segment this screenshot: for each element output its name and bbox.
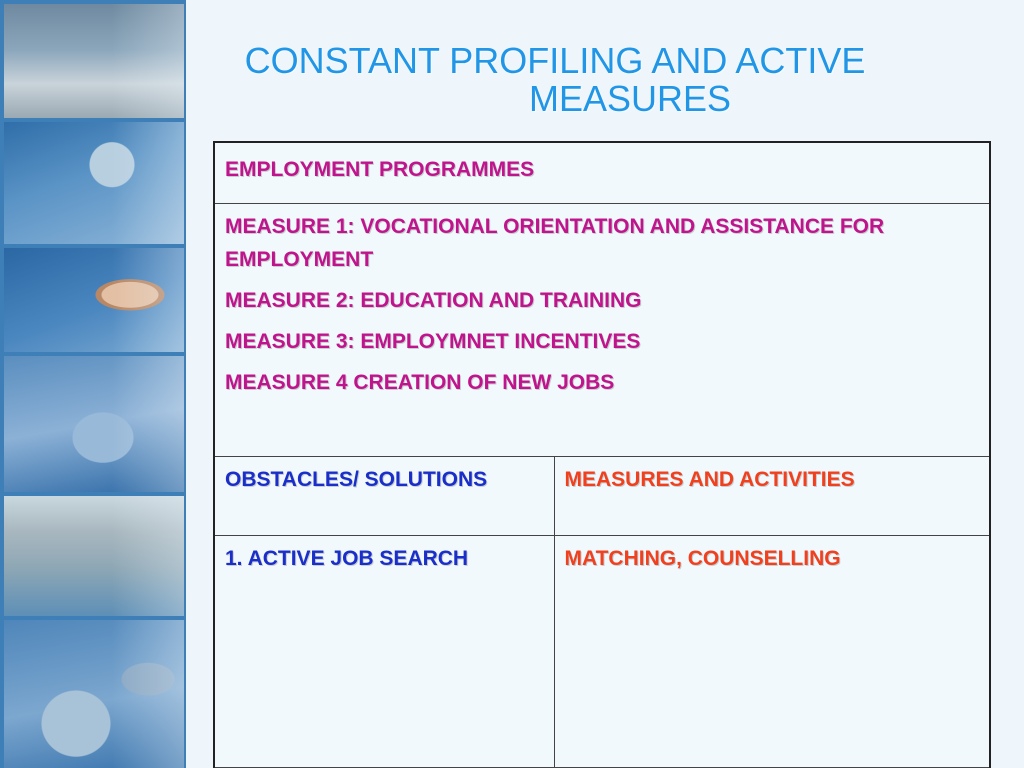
programmes-table: [213, 141, 991, 768]
measures-activities-label: MEASURES AND ACTIVITIES: [564, 468, 855, 491]
measures-cell: [215, 204, 989, 457]
photo-strip: [0, 0, 186, 768]
measure-item: MEASURE 4 CREATION OF NEW JOBS: [225, 371, 615, 394]
slide-title-line1: CONSTANT PROFILING AND ACTIVE: [244, 40, 866, 81]
slide-title: [200, 42, 1024, 118]
obstacles-solutions-label: OBSTACLES/ SOLUTIONS: [225, 468, 488, 491]
measure-item: MEASURE 1: VOCATIONAL ORIENTATION AND ASSISTANCE FOR EMPLOYMENT: [225, 215, 885, 271]
table-row-left-cell: [215, 536, 554, 768]
active-job-search-label: 1. ACTIVE JOB SEARCH: [225, 547, 469, 570]
matching-counselling-label: MATCHING, COUNSELLING: [564, 547, 841, 570]
obstacles-header-cell: [215, 457, 554, 536]
activities-header-cell: [554, 457, 989, 536]
smiling-woman-photo: [4, 248, 184, 352]
measure-item: MEASURE 3: EMPLOYMNET INCENTIVES: [225, 330, 641, 353]
people-photo: [4, 122, 184, 244]
table-row-right-cell: [554, 536, 989, 768]
table-header-cell: [215, 143, 989, 204]
person-photo: [4, 356, 184, 492]
measure-item: MEASURE 2: EDUCATION AND TRAINING: [225, 289, 642, 312]
employment-programmes-label: EMPLOYMENT PROGRAMMES: [225, 158, 535, 181]
classroom-photo: [4, 496, 184, 616]
slide-title-line2: MEASURES: [528, 78, 732, 119]
computer-user-photo: [4, 620, 184, 768]
